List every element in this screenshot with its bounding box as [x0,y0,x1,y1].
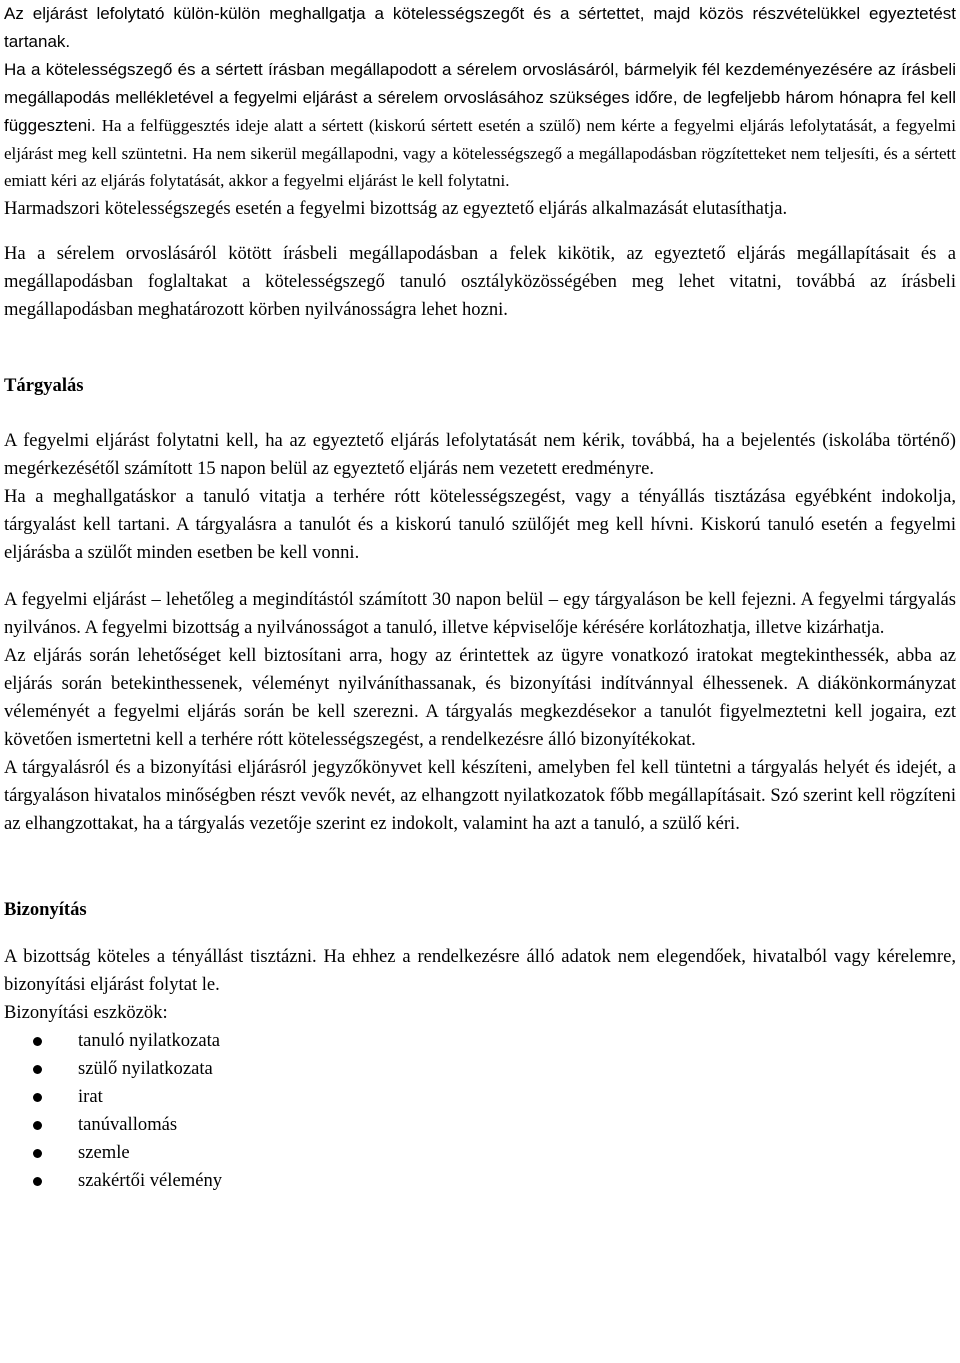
paragraph-agreement-suspension-part-2: Ha a felfüggesztés ideje alatt a sértett (kiskorú sértett esetén a szülő) nem kérte a fegyelmi eljárás lefolytatását, a fegyelmi eljárást meg kell szüntetni. [4,115,956,163]
section-heading-bizonyitas: Bizonyítás [4,898,87,920]
paragraph-targyalas-4: Az eljárás során lehetőséget kell biztosítani arra, hogy az érintettek az ügyre vonatkozó iratokat megtekinthessék, abba az eljárás során betekinthessenek, véleményt nyilváníthassanak, és bizonyítási indítvánnyal élhessenek. A diákönkormányzat véleményét a fegyelmi eljárás során be kell szerezni. A tárgyalás megkezdésekor a tanulót figyelmeztetni kell jogaira, ezt követően ismertetni kell a terhére rótt kötelességszegést, a rendelkezésre álló bizonyítékokat. [4,645,956,750]
list-item-label: tanúvallomás [78,1113,178,1135]
spacer [4,223,956,240]
paragraph-publicity: Ha a sérelem orvoslásáról kötött írásbeli megállapodásban a felek kikötik, az egyeztető eljárás megállapításait és a megállapodásban foglaltakat a kötelességszegő tanuló osztályközösségében meg lehet vitatni, továbbá az írásbeli megállapodásban meghatározott körben nyilvánosságra lehet hozni. [4,243,956,321]
spacer [4,400,956,427]
paragraph-targyalas-5: A tárgyalásról és a bizonyítási eljárásról jegyzőkönyvet kell készíteni, amelyben fel kell tüntetni a tárgyalás helyét és idejét, a tárgyaláson hivatalos minőségben részt vevők nevét, az elhangzott nyilatkozatok főbb megállapításait. Szó szerint kell rögzíteni az elhangzottakat, ha a tárgyalás vezetője szerint ez indokolt, valamint ha azt a tanuló, a szülő kéri. [4,756,956,834]
list-item [4,1055,956,1083]
bullet-icon [33,1121,42,1130]
paragraph-bizonyitas-1: A bizottság köteles a tényállást tisztázni. Ha ehhez a rendelkezésre álló adatok nem elegendőek, hivatalból vagy kérelemre, bizonyítási eljárást folytat le. [4,946,956,996]
evidence-tools-list [4,1027,956,1194]
paragraph-targyalas-1: A fegyelmi eljárást folytatni kell, ha az egyeztető eljárás lefolytatását nem kérik, továbbá, ha a bejelentés (iskolába történő) megérkezésétől számított 15 napon belül az egyeztető eljárás nem vezetett eredményre. [4,429,956,479]
section-heading-targyalas: Tárgyalás [4,374,84,396]
list-item-label: tanuló nyilatkozata [78,1030,220,1052]
paragraph-agreement-suspension-part-3: Ha nem sikerül megállapodni, vagy a kötelességszegő a megállapodásban rögzítetteket nem teljesíti, és a sértett emiatt kéri az eljárás folytatását, akkor a fegyelmi eljárást le kell folytatni. [4,143,956,191]
list-item-label: szakértői vélemény [78,1169,223,1191]
bullet-icon [33,1149,42,1158]
list-item [4,1167,956,1195]
spacer [4,923,956,943]
list-item [4,1111,956,1139]
bullet-icon [33,1093,42,1102]
paragraph-targyalas-2: Ha a meghallgatáskor a tanuló vitatja a terhére rótt kötelességszegést, vagy a tényállás tisztázása egyébként indokolja, tárgyalást kell tartani. A tárgyalásra a tanulót és a kiskorú tanuló szülőjét meg kell hívni. Kiskorú tanuló esetén a fegyelmi eljárásba a szülőt minden esetben be kell vonni. [4,485,956,563]
paragraph-agreement-suspension-part-1: Ha a kötelességszegő és a sértett írásban megállapodott a sérelem orvoslásáról, bármelyik fél kezdeményezésére az írásbeli megállapodás mellékletével a fegyelmi eljárást a sérelem orvoslásához szükséges időre, de legfeljebb három hónapra fel kell függeszteni. [4,59,956,135]
paragraph-targyalas-3: A fegyelmi eljárást – lehetőleg a megindítástól számított 30 napon belül – egy tárgyaláson be kell fejezni. A fegyelmi tárgyalás nyilvános. A fegyelmi bizottság a nyilvánosságot a tanuló, illetve képviselője kérésére korlátozhatja, illetve kizárhatja. [4,589,956,639]
paragraph-intro-hearing: Az eljárást lefolytató külön-külön meghallgatja a kötelességszegőt és a sértettet, majd közös részvételükkel egyeztetést tartanak. [4,4,956,51]
paragraph-agreement-suspension [4,56,956,196]
paragraph-third-offense: Harmadszori kötelességszegés esetén a fegyelmi bizottság az egyeztető eljárás alkalmazását elutasíthatja. [4,198,788,220]
bullet-icon [33,1037,42,1046]
list-item-label: irat [78,1086,103,1107]
list-item-label: szülő nyilatkozata [78,1058,213,1080]
list-item [4,1027,956,1055]
bullet-icon [33,1177,42,1186]
paragraph-bizonyitas-2: Bizonyítási eszközök: [4,1002,168,1024]
spacer [4,838,956,896]
list-item [4,1139,956,1167]
list-item [4,1083,956,1111]
bullet-icon [33,1065,42,1074]
list-item-label: szemle [78,1141,130,1163]
spacer [4,566,956,586]
spacer [4,324,956,372]
